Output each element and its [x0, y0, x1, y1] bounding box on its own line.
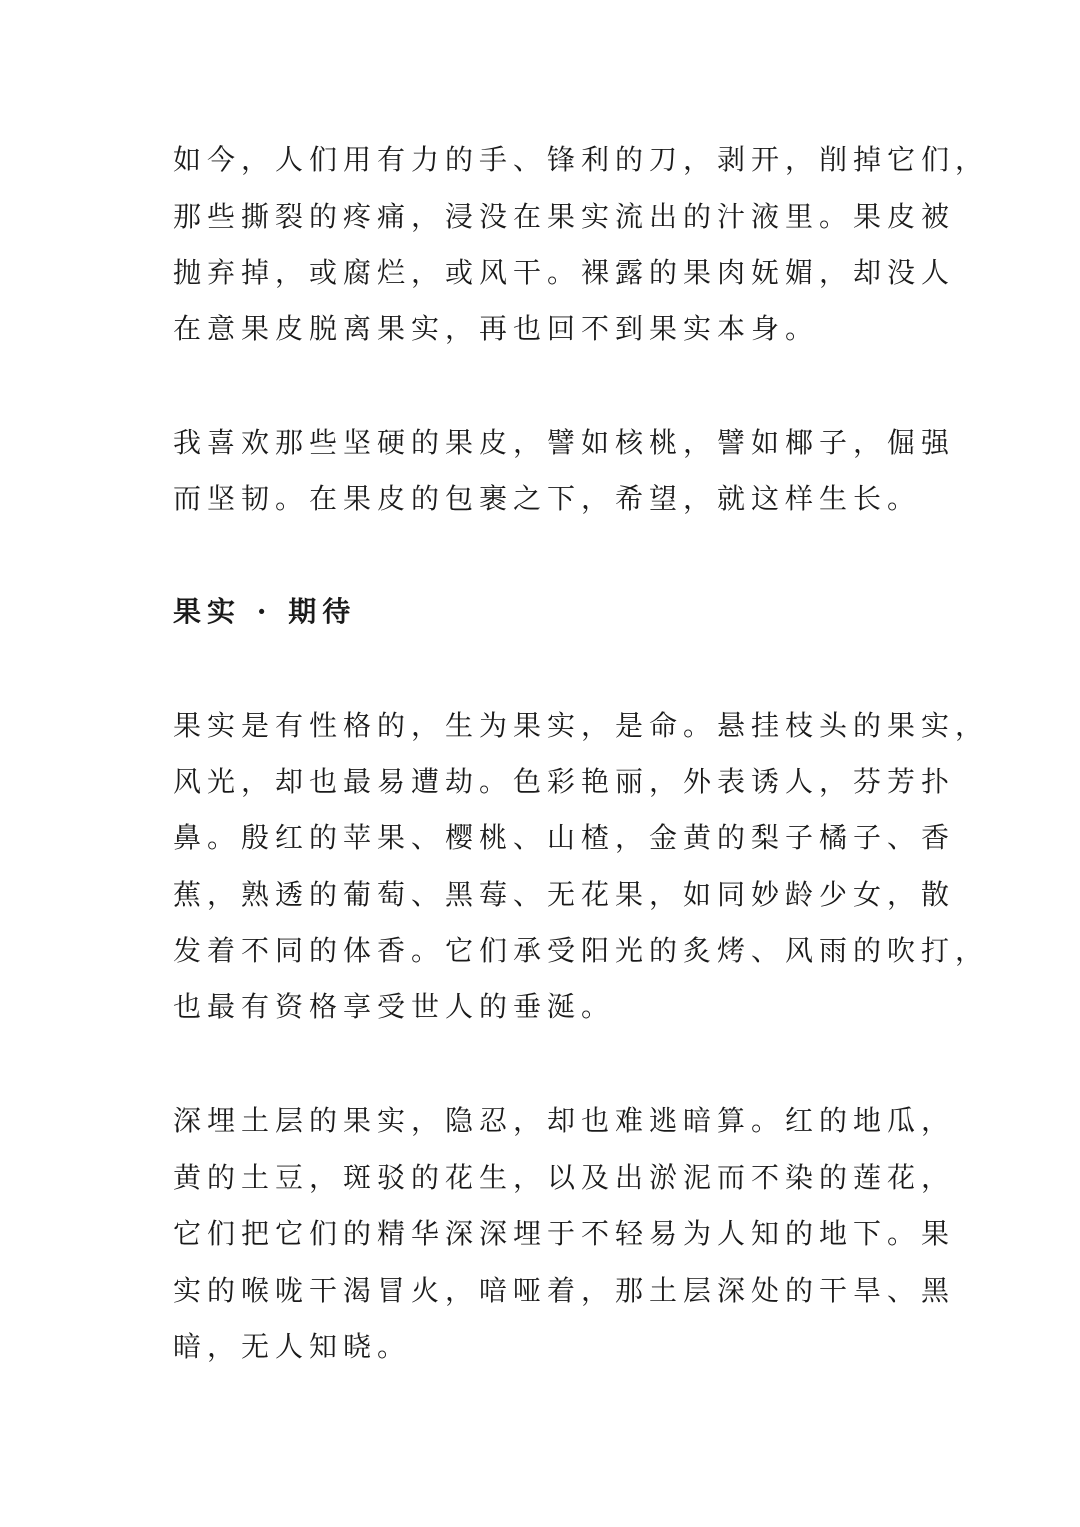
paragraph-line: 深埋土层的果实，隐忍，却也难逃暗算。红的地瓜， — [173, 1104, 956, 1137]
paragraph-line: 鼻。殷红的苹果、樱桃、山楂，金黄的梨子橘子、香 — [173, 821, 956, 854]
paragraph-line: 实的喉咙干渴冒火，喑哑着，那土层深处的干旱、黑 — [173, 1274, 956, 1307]
paragraph-line: 抛弃掉，或腐烂，或风干。裸露的果肉妩媚，却没人 — [173, 256, 956, 289]
paragraph-line: 而坚韧。在果皮的包裹之下，希望，就这样生长。 — [173, 482, 922, 515]
paragraph-line: 我喜欢那些坚硬的果皮，譬如核桃，譬如椰子，倔强 — [173, 426, 956, 459]
paragraph-line: 黄的土豆，斑驳的花生，以及出淤泥而不染的莲花， — [173, 1161, 956, 1194]
paragraph-line: 在意果皮脱离果实，再也回不到果实本身。 — [173, 312, 820, 345]
paragraph-line: 它们把它们的精华深深埋于不轻易为人知的地下。果 — [173, 1217, 956, 1250]
paragraph-line: 如今，人们用有力的手、锋利的刀，剥开，削掉它们， — [173, 143, 990, 176]
paragraph-line: 发着不同的体香。它们承受阳光的炙烤、风雨的吹打， — [173, 934, 990, 967]
paragraph-line: 暗，无人知晓。 — [173, 1330, 412, 1363]
paragraph-line: 风光，却也最易遭劫。色彩艳丽，外表诱人，芬芳扑 — [173, 765, 956, 798]
paragraph-line: 果实是有性格的，生为果实，是命。悬挂枝头的果实， — [173, 709, 990, 742]
section-heading: 果实 · 期待 — [173, 595, 357, 628]
paragraph-line: 蕉，熟透的葡萄、黑莓、无花果，如同妙龄少女，散 — [173, 878, 956, 911]
paragraph-line: 也最有资格享受世人的垂涎。 — [173, 990, 616, 1023]
paragraph-line: 那些撕裂的疼痛，浸没在果实流出的汁液里。果皮被 — [173, 200, 956, 233]
